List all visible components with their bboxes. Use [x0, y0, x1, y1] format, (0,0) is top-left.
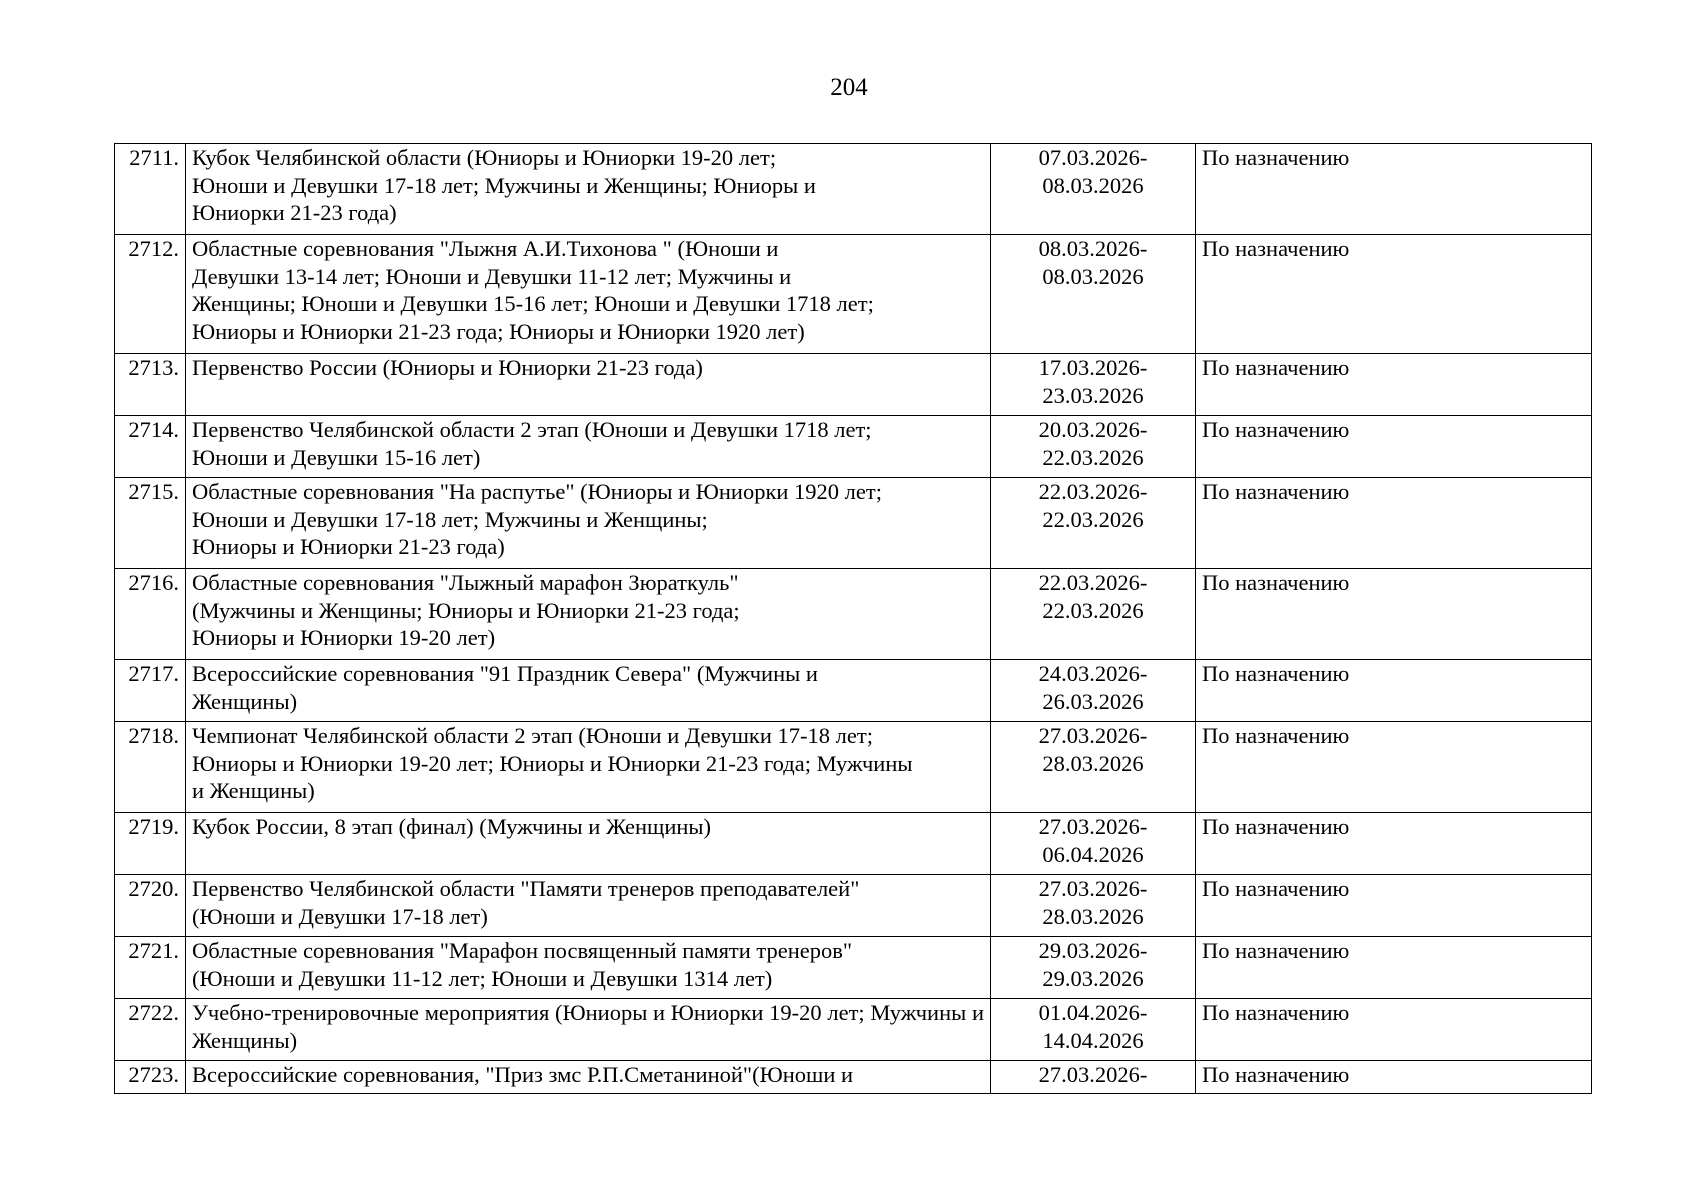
table-row: [115, 569, 1592, 660]
row-number: 2711.: [115, 144, 186, 235]
page-number: 204: [830, 74, 868, 101]
event-dates: 01.04.2026- 14.04.2026: [991, 999, 1196, 1061]
event-dates: 27.03.2026- 28.03.2026: [991, 875, 1196, 937]
row-number: 2719.: [115, 813, 186, 875]
events-table: [114, 143, 1592, 1094]
event-responsible: По назначению: [1196, 660, 1592, 722]
event-responsible: По назначению: [1196, 235, 1592, 354]
row-number: 2712.: [115, 235, 186, 354]
event-dates: 24.03.2026- 26.03.2026: [991, 660, 1196, 722]
row-number: 2721.: [115, 937, 186, 999]
event-dates: 20.03.2026- 22.03.2026: [991, 416, 1196, 478]
row-number: 2716.: [115, 569, 186, 660]
table-row: [115, 416, 1592, 478]
event-responsible: По назначению: [1196, 999, 1592, 1061]
table-row: [115, 875, 1592, 937]
table-row: [115, 937, 1592, 999]
event-responsible: По назначению: [1196, 875, 1592, 937]
row-number: 2718.: [115, 722, 186, 813]
event-dates: 29.03.2026- 29.03.2026: [991, 937, 1196, 999]
event-responsible: По назначению: [1196, 937, 1592, 999]
event-name: Всероссийские соревнования, "Приз змс Р.П.Сметаниной"(Юноши и: [186, 1061, 991, 1094]
row-number: 2720.: [115, 875, 186, 937]
event-name: Учебно-тренировочные мероприятия (Юниоры и Юниорки 19-20 лет; Мужчины и Женщины): [186, 999, 991, 1061]
event-responsible: По назначению: [1196, 144, 1592, 235]
event-responsible: По назначению: [1196, 416, 1592, 478]
event-dates: 22.03.2026- 22.03.2026: [991, 478, 1196, 569]
row-number: 2713.: [115, 354, 186, 416]
table-row: [115, 354, 1592, 416]
table-row: [115, 999, 1592, 1061]
event-responsible: По назначению: [1196, 722, 1592, 813]
event-name: Областные соревнования "Лыжный марафон Зюраткуль" (Мужчины и Женщины; Юниоры и Юниорки 21-23 года; Юниоры и Юниорки 19-20 лет): [186, 569, 991, 660]
event-dates: 27.03.2026- 06.04.2026: [991, 813, 1196, 875]
event-dates: 17.03.2026- 23.03.2026: [991, 354, 1196, 416]
row-number: 2723.: [115, 1061, 186, 1094]
event-dates: 08.03.2026- 08.03.2026: [991, 235, 1196, 354]
table-row: [115, 478, 1592, 569]
event-responsible: По назначению: [1196, 354, 1592, 416]
event-dates: 27.03.2026- 28.03.2026: [991, 722, 1196, 813]
event-name: Кубок России, 8 этап (финал) (Мужчины и Женщины): [186, 813, 991, 875]
event-name: Всероссийские соревнования "91 Праздник Севера" (Мужчины и Женщины): [186, 660, 991, 722]
event-name: Областные соревнования "Марафон посвященный памяти тренеров" (Юноши и Девушки 11-12 лет; Юноши и Девушки 1314 лет): [186, 937, 991, 999]
event-dates: 22.03.2026- 22.03.2026: [991, 569, 1196, 660]
table-row: [115, 660, 1592, 722]
row-number: 2715.: [115, 478, 186, 569]
table-row: [115, 813, 1592, 875]
table-row: [115, 144, 1592, 235]
event-dates: 07.03.2026- 08.03.2026: [991, 144, 1196, 235]
event-name: Первенство России (Юниоры и Юниорки 21-23 года): [186, 354, 991, 416]
event-responsible: По назначению: [1196, 1061, 1592, 1094]
row-number: 2722.: [115, 999, 186, 1061]
event-name: Кубок Челябинской области (Юниоры и Юниорки 19-20 лет; Юноши и Девушки 17-18 лет; Мужчины и Женщины; Юниоры и Юниорки 21-23 года): [186, 144, 991, 235]
event-responsible: По назначению: [1196, 478, 1592, 569]
row-number: 2714.: [115, 416, 186, 478]
event-name: Первенство Челябинской области "Памяти тренеров преподавателей" (Юноши и Девушки 17-18 лет): [186, 875, 991, 937]
table-row: [115, 1061, 1592, 1094]
event-name: Областные соревнования "На распутье" (Юниоры и Юниорки 1920 лет; Юноши и Девушки 17-18 лет; Мужчины и Женщины; Юниоры и Юниорки 21-23 года): [186, 478, 991, 569]
row-number: 2717.: [115, 660, 186, 722]
table-row: [115, 722, 1592, 813]
event-name: Областные соревнования "Лыжня А.И.Тихонова " (Юноши и Девушки 13-14 лет; Юноши и Девушки 11-12 лет; Мужчины и Женщины; Юноши и Девушки 15-16 лет; Юноши и Девушки 1718 лет; Юниоры и Юниорки 21-23 года; Юниоры и Юниорки 1920 лет): [186, 235, 991, 354]
table-row: [115, 235, 1592, 354]
event-responsible: По назначению: [1196, 813, 1592, 875]
event-name: Чемпионат Челябинской области 2 этап (Юноши и Девушки 17-18 лет; Юниоры и Юниорки 19-20 лет; Юниоры и Юниорки 21-23 года; Мужчины и Женщины): [186, 722, 991, 813]
event-responsible: По назначению: [1196, 569, 1592, 660]
event-dates: 27.03.2026-: [991, 1061, 1196, 1094]
event-name: Первенство Челябинской области 2 этап (Юноши и Девушки 1718 лет; Юноши и Девушки 15-16 лет): [186, 416, 991, 478]
